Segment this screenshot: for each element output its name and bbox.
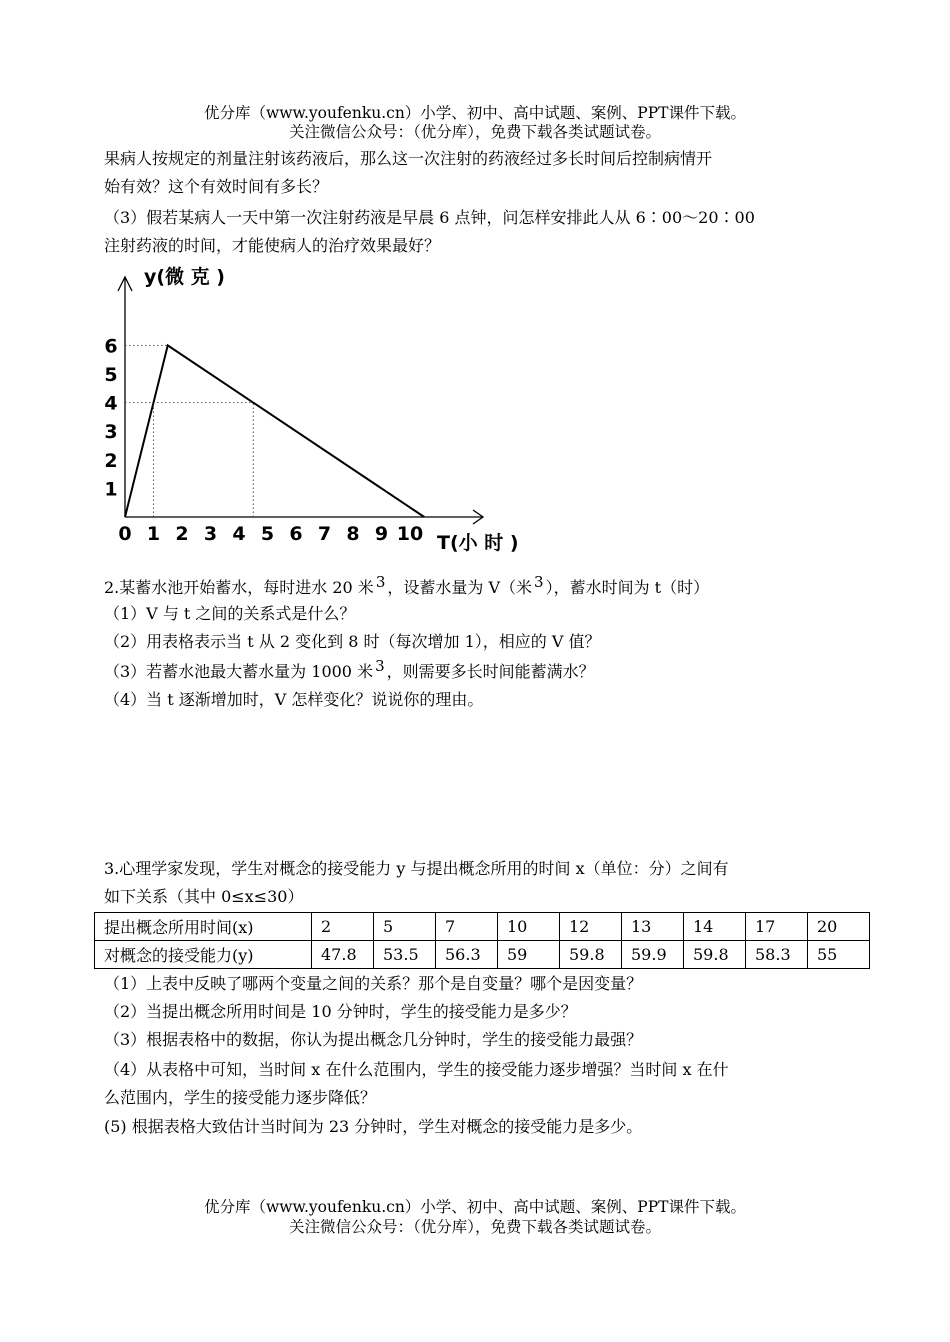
y-tick-label: 5 bbox=[104, 364, 118, 386]
x-tick-label: 7 bbox=[317, 523, 332, 545]
y-tick-label: 1 bbox=[104, 478, 118, 501]
page-footer-line1: 优分库（www.youfenku.cn）小学、初中、高中试题、案例、PPT课件下载。 bbox=[203, 1198, 747, 1216]
table-cell: 53.5 bbox=[374, 941, 436, 969]
q3-part3: （3）根据表格中的数据，你认为提出概念几分钟时，学生的接受能力最强？ bbox=[104, 1030, 643, 1049]
table-cell: 10 bbox=[498, 913, 560, 941]
table-row-label: 对概念的接受能力(y) bbox=[95, 941, 312, 969]
table-cell: 20 bbox=[808, 913, 870, 941]
table-row-time bbox=[95, 913, 870, 941]
y-tick-label: 6 bbox=[104, 335, 118, 358]
dosage-chart bbox=[0, 0, 950, 600]
y-tick-label: 4 bbox=[104, 392, 118, 415]
x-tick-label: 2 bbox=[175, 523, 189, 545]
x-tick-label: 10 bbox=[396, 523, 424, 545]
q3-data-table bbox=[94, 912, 870, 969]
q2-intro-sup2: 3 bbox=[534, 573, 544, 591]
q1-text-line1: 果病人按规定的剂量注射该药液后，那么这一次注射的药液经过多长时间后控制病情开 bbox=[104, 149, 713, 168]
table-cell: 2 bbox=[312, 913, 374, 941]
y-tick-label: 3 bbox=[104, 421, 118, 444]
q1-part3-line1: （3）假若某病人一天中第一次注射药液是早晨 6 点钟，问怎样安排此人从 6∶00～20∶00 bbox=[104, 208, 755, 227]
x-axis-label: T(小 时 ) bbox=[437, 532, 519, 554]
table-cell: 59 bbox=[498, 941, 560, 969]
q2-intro bbox=[104, 573, 854, 599]
x-tick-label: 4 bbox=[232, 523, 246, 545]
table-cell: 47.8 bbox=[312, 941, 374, 969]
q3-part5: (5) 根据表格大致估计当时间为 23 分钟时，学生对概念的接受能力是多少。 bbox=[104, 1117, 643, 1136]
series-line bbox=[125, 345, 424, 517]
q3-intro-line2: 如下关系（其中 0≤x≤30） bbox=[104, 887, 304, 906]
q2-part3-sup: 3 bbox=[375, 657, 385, 675]
table-cell: 17 bbox=[746, 913, 808, 941]
table-cell: 14 bbox=[684, 913, 746, 941]
q2-part3-b: ，则需要多长时间能蓄满水？ bbox=[386, 662, 595, 681]
table-cell: 59.8 bbox=[560, 941, 622, 969]
table-cell: 59.9 bbox=[622, 941, 684, 969]
page-header-line1: 优分库（www.youfenku.cn）小学、初中、高中试题、案例、PPT课件下载。 bbox=[203, 104, 747, 122]
q2-part3 bbox=[104, 657, 854, 683]
chart-axes bbox=[118, 277, 483, 524]
table-cell: 7 bbox=[436, 913, 498, 941]
q2-intro-a: 2.某蓄水池开始蓄水，每时进水 20 米 bbox=[104, 578, 374, 597]
q2-part4: （4）当 t 逐渐增加时，V 怎样变化？说说你的理由。 bbox=[104, 690, 484, 709]
q2-intro-sup1: 3 bbox=[375, 573, 386, 591]
table-row-label: 提出概念所用时间(x) bbox=[95, 913, 312, 941]
q2-part2: （2）用表格表示当 t 从 2 变化到 8 时（每次增加 1），相应的 V 值？ bbox=[104, 632, 601, 651]
table-cell: 58.3 bbox=[746, 941, 808, 969]
q3-part4-line2: 么范围内，学生的接受能力逐步降低？ bbox=[104, 1088, 377, 1107]
q2-intro-b: ，设蓄水量为 V（米 bbox=[387, 578, 533, 597]
table-cell: 12 bbox=[560, 913, 622, 941]
page-header-line2: 关注微信公众号：（优分库），免费下载各类试题试卷。 bbox=[288, 123, 661, 141]
x-tick-label: 5 bbox=[260, 523, 275, 545]
q1-text-line2: 始有效？这个有效时间有多长？ bbox=[104, 177, 329, 196]
table-row-ability bbox=[95, 941, 870, 969]
q3-part2: （2）当提出概念所用时间是 10 分钟时，学生的接受能力是多少？ bbox=[104, 1002, 577, 1021]
q3-part1: （1）上表中反映了哪两个变量之间的关系？那个是自变量？哪个是因变量？ bbox=[104, 974, 643, 993]
q1-part3-line2: 注射药液的时间，才能使病人的治疗效果最好？ bbox=[104, 236, 441, 255]
x-tick-label: 6 bbox=[289, 523, 303, 545]
q3-intro-line1: 3.心理学家发现，学生对概念的接受能力 y 与提出概念所用的时间 x（单位：分）之间有 bbox=[104, 859, 729, 878]
table-cell: 55 bbox=[808, 941, 870, 969]
table-cell: 56.3 bbox=[436, 941, 498, 969]
table-cell: 59.8 bbox=[684, 941, 746, 969]
page-footer-line2: 关注微信公众号：（优分库），免费下载各类试题试卷。 bbox=[288, 1218, 661, 1236]
q2-part1: （1）V 与 t 之间的关系式是什么？ bbox=[104, 604, 356, 623]
x-tick-label: 3 bbox=[203, 523, 218, 545]
table-cell: 5 bbox=[374, 913, 436, 941]
x-tick-label: 9 bbox=[374, 523, 389, 545]
x-tick-label: 0 bbox=[118, 523, 132, 545]
x-tick-label: 8 bbox=[346, 523, 360, 545]
q2-intro-c: ），蓄水时间为 t（时） bbox=[545, 578, 710, 597]
y-tick-label: 2 bbox=[104, 449, 118, 472]
q2-part3-a: （3）若蓄水池最大蓄水量为 1000 米 bbox=[104, 662, 374, 681]
x-tick-label: 1 bbox=[146, 523, 161, 545]
table-cell: 13 bbox=[622, 913, 684, 941]
y-axis-label: y(微 克 ) bbox=[144, 266, 225, 288]
q3-part4-line1: （4）从表格中可知，当时间 x 在什么范围内，学生的接受能力逐步增强？当时间 x 在什 bbox=[104, 1060, 729, 1079]
